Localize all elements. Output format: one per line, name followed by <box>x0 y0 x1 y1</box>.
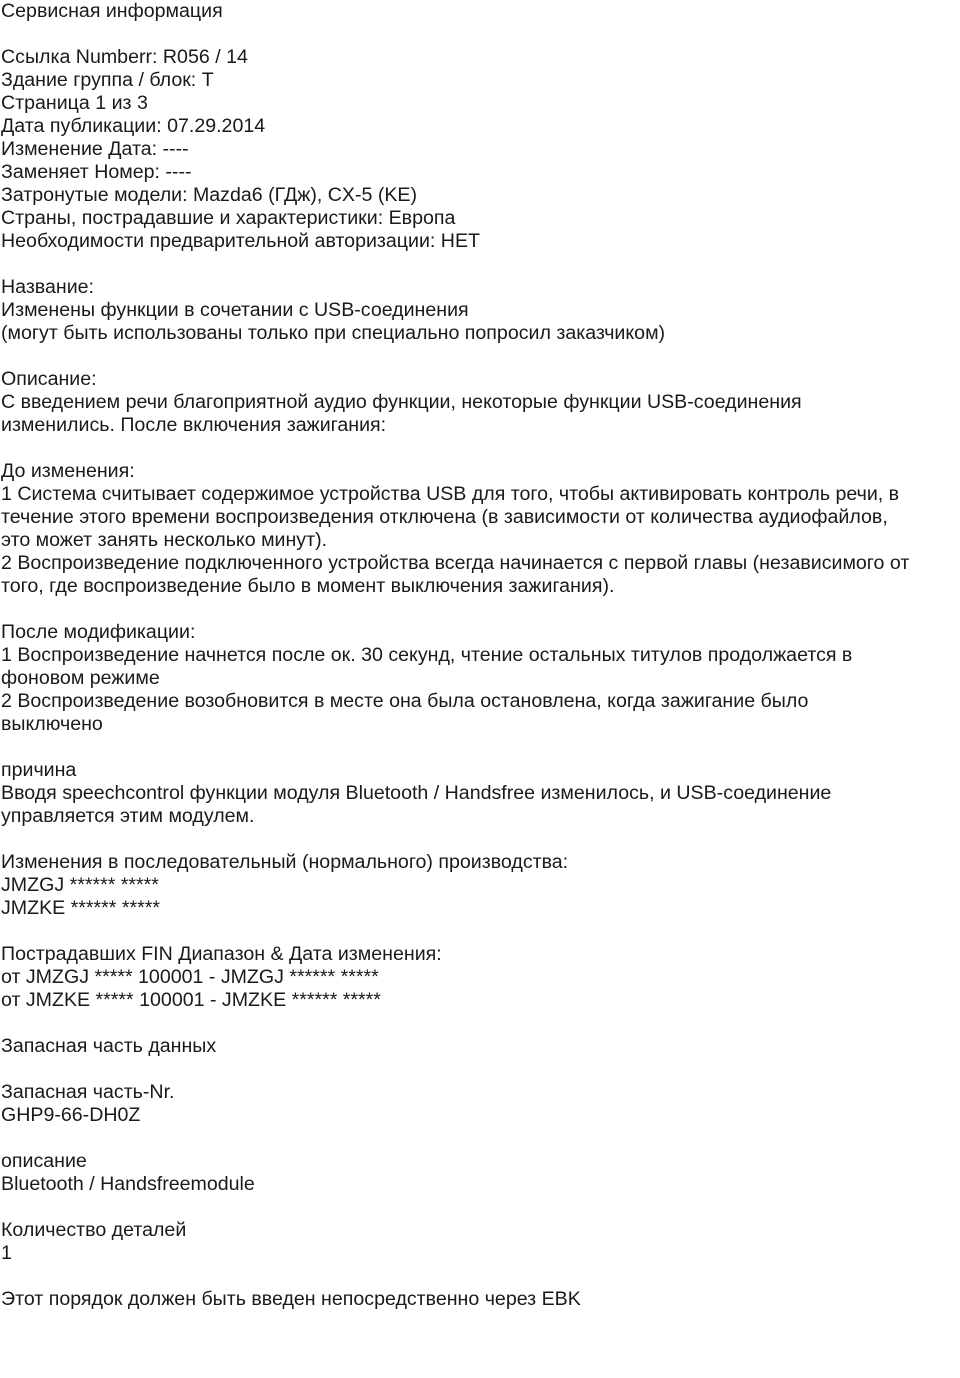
before-line: 2 Воспроизведение подключенного устройства всегда начинается с первой главы (независимого от <box>1 552 910 574</box>
production-vin: JMZKE ****** ***** <box>1 897 160 919</box>
spacer <box>1 253 959 276</box>
after-line: выключено <box>1 713 103 735</box>
part-number-value: GHP9-66-DH0Z <box>1 1104 141 1126</box>
name-line: Изменены функции в сочетании с USB-соединения <box>1 299 469 321</box>
page-indicator: Страница 1 из 3 <box>1 92 148 114</box>
service-document <box>1 0 959 1311</box>
cause-line: Вводя speechcontrol функции модуля Bluetooth / Handsfree изменилось, и USB-соединение <box>1 782 832 804</box>
after-heading: После модификации: <box>1 621 196 643</box>
after-line: 2 Воспроизведение возобновится в месте она была остановлена, когда зажигание было <box>1 690 809 712</box>
before-line: 1 Система считывает содержимое устройства USB для того, чтобы активировать контроль речи, в <box>1 483 900 505</box>
spacer <box>1 437 959 460</box>
part-description-heading: описание <box>1 1150 87 1172</box>
description-heading: Описание: <box>1 368 97 390</box>
document-title: Сервисная информация <box>1 0 223 22</box>
fin-range-heading: Пострадавших FIN Диапазон & Дата изменения: <box>1 943 442 965</box>
fin-range-line: от JMZKE ***** 100001 - JMZKE ****** ***** <box>1 989 381 1011</box>
affected-models: Затронутые модели: Mazda6 (ГДж), CX-5 (KE) <box>1 184 418 206</box>
spacer <box>1 920 959 943</box>
after-line: 1 Воспроизведение начнется после ок. 30 секунд, чтение остальных титулов продолжается в <box>1 644 853 666</box>
part-number-heading: Запасная часть-Nr. <box>1 1081 175 1103</box>
pre-authorization: Необходимости предварительной авторизации: НЕТ <box>1 230 480 252</box>
group-block: Здание группа / блок: T <box>1 69 214 91</box>
spacer <box>1 1012 959 1035</box>
spacer <box>1 1196 959 1219</box>
part-description-value: Bluetooth / Handsfreemodule <box>1 1173 255 1195</box>
spacer <box>1 1058 959 1081</box>
spacer <box>1 828 959 851</box>
spacer <box>1 23 959 46</box>
before-line: это может занять несколько минут). <box>1 529 328 551</box>
replaces-number: Заменяет Номер: ---- <box>1 161 192 183</box>
before-heading: До изменения: <box>1 460 135 482</box>
spare-data-heading: Запасная часть данных <box>1 1035 217 1057</box>
footer-note: Этот порядок должен быть введен непосредственно через EBK <box>1 1288 581 1310</box>
reference-number: Ссылка Numberr: R056 / 14 <box>1 46 248 68</box>
before-line: течение этого времени воспроизведения отключена (в зависимости от количества аудиофайлов, <box>1 506 888 528</box>
description-line: С введением речи благоприятной аудио функции, некоторые функции USB-соединения <box>1 391 802 413</box>
production-heading: Изменения в последовательный (нормального) производства: <box>1 851 569 873</box>
name-heading: Название: <box>1 276 95 298</box>
spacer <box>1 1265 959 1288</box>
change-date: Изменение Дата: ---- <box>1 138 189 160</box>
quantity-heading: Количество деталей <box>1 1219 187 1241</box>
description-line: изменились. После включения зажигания: <box>1 414 387 436</box>
spacer <box>1 736 959 759</box>
affected-countries: Страны, пострадавшие и характеристики: Европа <box>1 207 456 229</box>
before-line: того, где воспроизведение было в момент выключения зажигания). <box>1 575 615 597</box>
name-line: (могут быть использованы только при специально попросил заказчиком) <box>1 322 666 344</box>
spacer <box>1 1127 959 1150</box>
cause-heading: причина <box>1 759 77 781</box>
quantity-value: 1 <box>1 1242 12 1264</box>
cause-line: управляется этим модулем. <box>1 805 255 827</box>
fin-range-line: от JMZGJ ***** 100001 - JMZGJ ****** ***** <box>1 966 379 988</box>
after-line: фоновом режиме <box>1 667 160 689</box>
spacer <box>1 345 959 368</box>
publication-date: Дата публикации: 07.29.2014 <box>1 115 266 137</box>
production-vin: JMZGJ ****** ***** <box>1 874 159 896</box>
spacer <box>1 598 959 621</box>
